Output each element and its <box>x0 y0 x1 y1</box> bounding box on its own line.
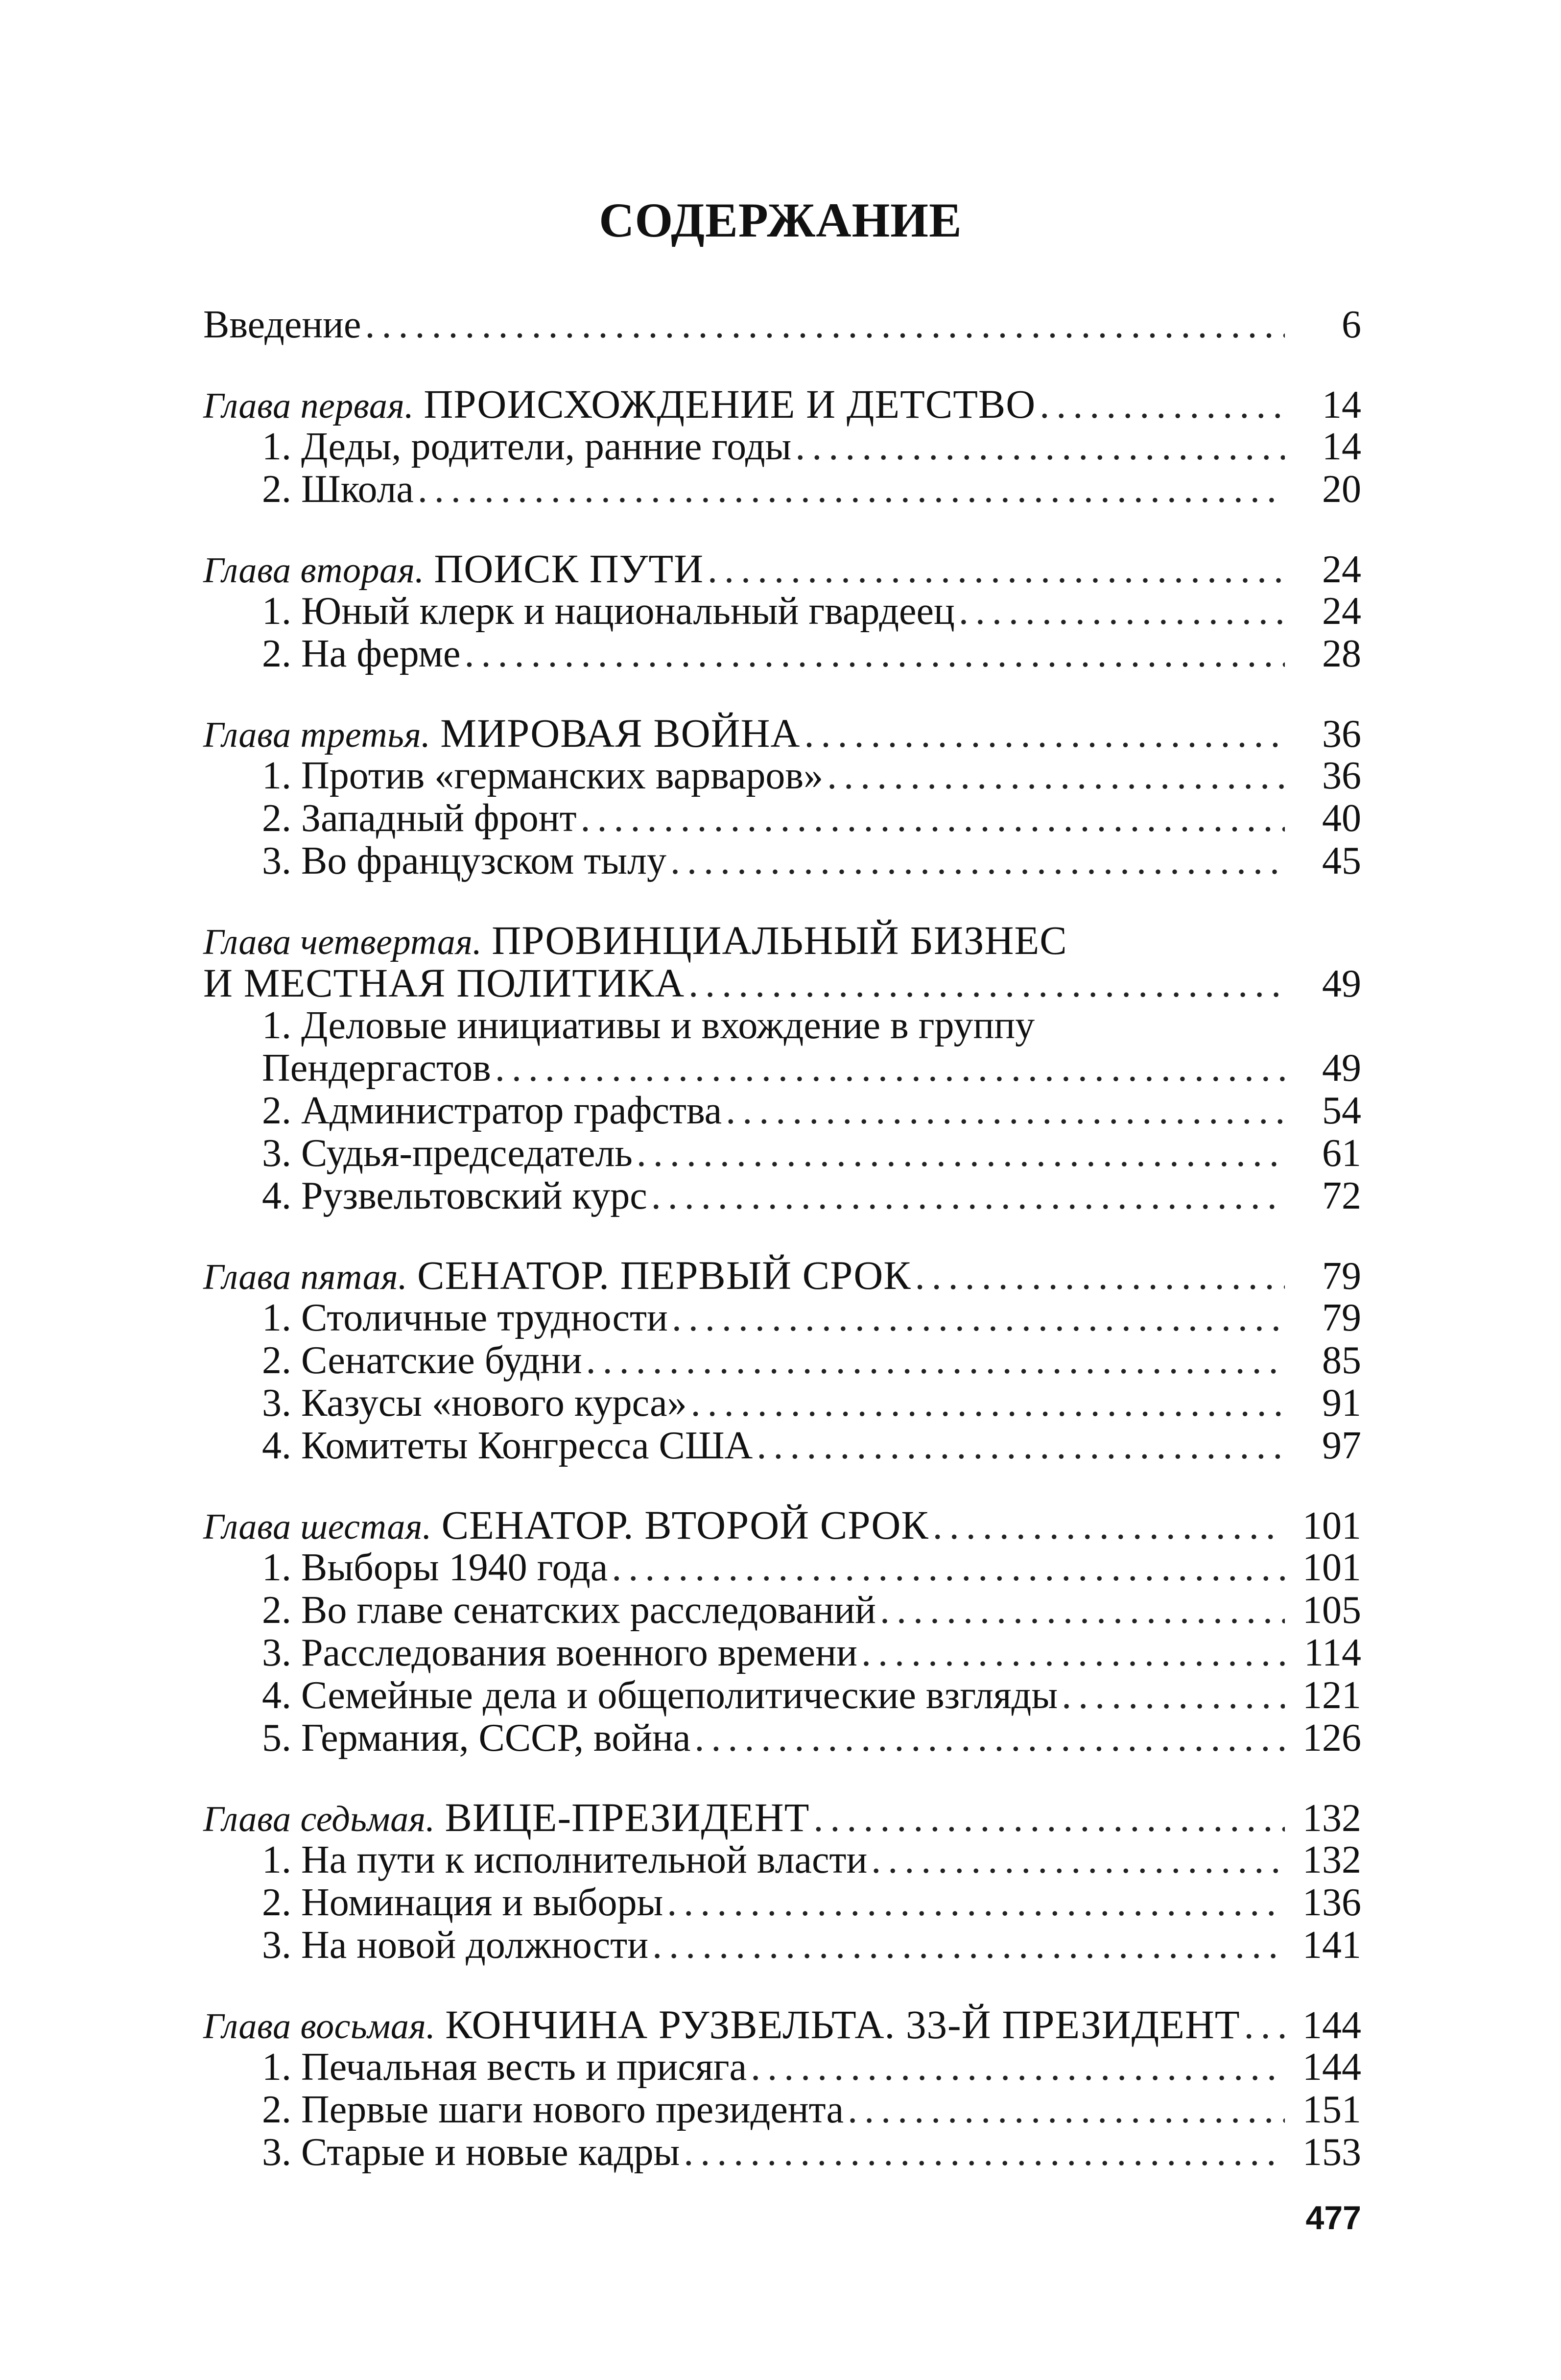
dot-leader <box>861 1632 1285 1674</box>
dot-leader <box>495 1047 1285 1090</box>
chapter-name-continued: И МЕСТНАЯ ПОЛИТИКА <box>203 960 685 1005</box>
toc-page-number: 36 <box>1322 713 1361 756</box>
toc-section <box>203 1382 1361 1425</box>
toc-page-number: 49 <box>1322 1047 1361 1090</box>
toc-page-number: 79 <box>1322 1255 1361 1298</box>
section-label: 1. Деды, родители, ранние годы <box>262 425 792 468</box>
dot-leader <box>652 1924 1285 1967</box>
dot-leader <box>670 840 1285 882</box>
toc-chapter-4 <box>203 919 1361 962</box>
toc-page-number: 61 <box>1322 1132 1361 1175</box>
chapter-name: МИРОВАЯ ВОЙНА <box>440 711 801 756</box>
chapter-heading <box>203 919 1067 964</box>
dot-leader <box>667 1881 1285 1924</box>
toc-page-number: 54 <box>1322 1089 1361 1132</box>
toc-page-number: 97 <box>1322 1424 1361 1467</box>
dot-leader <box>757 1425 1285 1467</box>
toc-page-number: 24 <box>1322 548 1361 591</box>
toc-page-number: 91 <box>1322 1381 1361 1425</box>
dot-leader <box>1040 384 1285 427</box>
section-label: 1. Против «германских варваров» <box>262 754 824 797</box>
toc-page-number: 144 <box>1302 2046 1361 2089</box>
dot-leader <box>612 1547 1285 1589</box>
section-label: 2. Администратор графства <box>262 1089 722 1132</box>
dot-leader <box>672 1297 1285 1339</box>
section-label: 3. Казусы «нового курса» <box>262 1381 687 1425</box>
chapter-name: КОНЧИНА РУЗВЕЛЬТА. 33-Й ПРЕЗИДЕНТ <box>445 2002 1240 2047</box>
dot-leader <box>586 1339 1285 1382</box>
chapter-prefix: Глава пятая. <box>203 1257 408 1297</box>
toc-entry-intro <box>203 304 1361 346</box>
chapter-prefix: Глава четвертая. <box>203 922 482 962</box>
dot-leader <box>418 468 1285 511</box>
dot-leader <box>871 1839 1285 1881</box>
section-label: 3. Расследования военного времени <box>262 1631 857 1674</box>
toc-page-number: 114 <box>1303 1631 1361 1674</box>
toc-section <box>203 1717 1361 1760</box>
chapter-name: ВИЦЕ-ПРЕЗИДЕНТ <box>445 1795 810 1840</box>
dot-leader <box>1244 2004 1285 2047</box>
section-label-continued: Пендергастов <box>262 1047 491 1090</box>
toc-page-number: 151 <box>1302 2088 1361 2131</box>
section-label: 3. Во французском тылу <box>262 839 666 882</box>
toc-section <box>203 1090 1361 1132</box>
toc-section <box>203 2131 1361 2174</box>
toc-page-number: 79 <box>1322 1296 1361 1339</box>
toc-section <box>203 1632 1361 1674</box>
chapter-heading <box>203 1796 809 1841</box>
section-label: 2. Западный фронт <box>262 797 577 840</box>
section-label: 1. Деловые инициативы и вхождение в группу <box>262 1004 1035 1047</box>
toc-page-number: 6 <box>1342 303 1361 346</box>
dot-leader <box>581 797 1285 840</box>
toc-section <box>203 1881 1361 1924</box>
toc-section-cont <box>203 1047 1361 1090</box>
dot-leader <box>1062 1674 1285 1717</box>
toc-section <box>203 1839 1361 1881</box>
toc-chapter-7 <box>203 1796 1361 1839</box>
dot-leader <box>651 1175 1285 1217</box>
toc-page-number: 20 <box>1322 468 1361 511</box>
chapter-name: ПРОВИНЦИАЛЬНЫЙ БИЗНЕС <box>492 918 1067 963</box>
section-label: 2. Во главе сенатских расследований <box>262 1589 876 1632</box>
section-label: 2. Сенатские будни <box>262 1339 582 1382</box>
toc-page-number: 101 <box>1302 1546 1361 1589</box>
toc-page-number: 121 <box>1302 1674 1361 1717</box>
toc-section <box>203 590 1361 633</box>
table-of-contents <box>203 304 1361 2174</box>
toc-chapter-8 <box>203 2003 1361 2046</box>
dot-leader <box>688 963 1285 1005</box>
section-label: 1. Столичные трудности <box>262 1296 668 1339</box>
toc-page-number: 14 <box>1322 383 1361 427</box>
toc-page-number: 36 <box>1322 754 1361 797</box>
toc-section <box>203 2046 1361 2089</box>
toc-page-number: 45 <box>1322 839 1361 882</box>
toc-page-number: 49 <box>1322 962 1361 1005</box>
dot-leader <box>751 2046 1285 2089</box>
chapter-heading <box>203 383 1036 428</box>
toc-chapter-3 <box>203 712 1361 755</box>
dot-leader <box>933 1505 1285 1547</box>
chapter-heading <box>203 1504 929 1548</box>
chapter-prefix: Глава вторая. <box>203 550 425 591</box>
toc-page-number: 132 <box>1302 1838 1361 1881</box>
toc-page-number: 136 <box>1302 1881 1361 1924</box>
toc-section <box>203 1004 1361 1047</box>
chapter-heading <box>203 547 704 592</box>
dot-leader <box>684 2131 1285 2174</box>
dot-leader <box>691 1382 1285 1425</box>
toc-section <box>203 1175 1361 1217</box>
dot-leader <box>795 426 1285 468</box>
dot-leader <box>465 633 1285 675</box>
section-label: 4. Рузвельтовский курс <box>262 1174 647 1217</box>
toc-page-number: 132 <box>1302 1797 1361 1840</box>
toc-section <box>203 797 1361 840</box>
toc-section <box>203 755 1361 797</box>
dot-leader <box>637 1132 1285 1175</box>
section-label: 4. Комитеты Конгресса США <box>262 1424 753 1467</box>
chapter-name: ПРОИСХОЖДЕНИЕ И ДЕТСТВО <box>424 381 1036 427</box>
toc-section <box>203 1589 1361 1632</box>
dot-leader <box>804 713 1285 756</box>
toc-chapter-6 <box>203 1504 1361 1547</box>
section-label: 5. Германия, СССР, война <box>262 1716 691 1760</box>
toc-page-number: 153 <box>1302 2131 1361 2174</box>
section-label: 3. Судья-председатель <box>262 1132 633 1175</box>
dot-leader <box>726 1090 1285 1132</box>
page-title: СОДЕРЖАНИЕ <box>599 193 962 247</box>
toc-page-number: 85 <box>1322 1339 1361 1382</box>
toc-chapter-1 <box>203 383 1361 426</box>
dot-leader <box>813 1797 1285 1840</box>
dot-leader <box>365 304 1285 346</box>
section-label: 1. Юный клерк и национальный гвардеец <box>262 590 955 633</box>
toc-section <box>203 1297 1361 1339</box>
toc-section <box>203 1425 1361 1467</box>
toc-page-number: 101 <box>1302 1504 1361 1547</box>
toc-section <box>203 468 1361 511</box>
toc-page-number: 72 <box>1322 1174 1361 1217</box>
dot-leader <box>959 590 1285 633</box>
toc-section <box>203 1547 1361 1589</box>
toc-chapter-5 <box>203 1254 1361 1297</box>
chapter-heading <box>203 712 800 757</box>
toc-section <box>203 426 1361 468</box>
chapter-name: ПОИСК ПУТИ <box>434 546 704 591</box>
toc-section <box>203 840 1361 882</box>
dot-leader <box>694 1717 1285 1760</box>
toc-page-number: 126 <box>1302 1716 1361 1760</box>
toc-page-number: 144 <box>1302 2004 1361 2047</box>
chapter-prefix: Глава первая. <box>203 386 414 426</box>
page-number: 477 <box>1305 2199 1361 2237</box>
section-label: 3. На новой должности <box>262 1924 649 1967</box>
toc-page-number: 40 <box>1322 797 1361 840</box>
section-label: 2. На ферме <box>262 632 461 675</box>
section-label: 2. Школа <box>262 468 414 511</box>
toc-section <box>203 633 1361 675</box>
toc-page-number: 14 <box>1322 425 1361 468</box>
toc-page-number: 28 <box>1322 632 1361 675</box>
chapter-prefix: Глава восьмая. <box>203 2006 436 2047</box>
toc-section <box>203 1132 1361 1175</box>
dot-leader <box>880 1589 1285 1632</box>
section-label: 2. Первые шаги нового президента <box>262 2088 844 2131</box>
toc-section <box>203 2089 1361 2131</box>
toc-section <box>203 1674 1361 1717</box>
section-label: 3. Старые и новые кадры <box>262 2131 680 2174</box>
dot-leader <box>915 1255 1285 1298</box>
toc-section <box>203 1924 1361 1967</box>
chapter-prefix: Глава третья. <box>203 715 431 755</box>
section-label: 1. На пути к исполнительной власти <box>262 1838 868 1881</box>
dot-leader <box>827 755 1285 797</box>
section-label: 4. Семейные дела и общеполитические взгляды <box>262 1674 1058 1717</box>
toc-section <box>203 1339 1361 1382</box>
chapter-name: СЕНАТОР. ВТОРОЙ СРОК <box>441 1502 929 1547</box>
chapter-heading <box>203 1254 911 1299</box>
toc-page-number: 141 <box>1302 1924 1361 1967</box>
toc-chapter-2 <box>203 547 1361 590</box>
section-label: 1. Печальная весть и присяга <box>262 2046 747 2089</box>
chapter-prefix: Глава шестая. <box>203 1507 432 1547</box>
dot-leader <box>848 2089 1285 2131</box>
section-label: 1. Выборы 1940 года <box>262 1546 608 1589</box>
toc-page-number: 105 <box>1302 1589 1361 1632</box>
toc-chapter-4-cont <box>203 962 1361 1004</box>
section-label: 2. Номинация и выборы <box>262 1881 663 1924</box>
chapter-name: СЕНАТОР. ПЕРВЫЙ СРОК <box>417 1253 911 1298</box>
chapter-heading <box>203 2003 1240 2048</box>
toc-entry-label: Введение <box>203 303 361 346</box>
dot-leader <box>708 548 1285 591</box>
toc-page-number: 24 <box>1322 590 1361 633</box>
chapter-prefix: Глава седьмая. <box>203 1799 435 1839</box>
